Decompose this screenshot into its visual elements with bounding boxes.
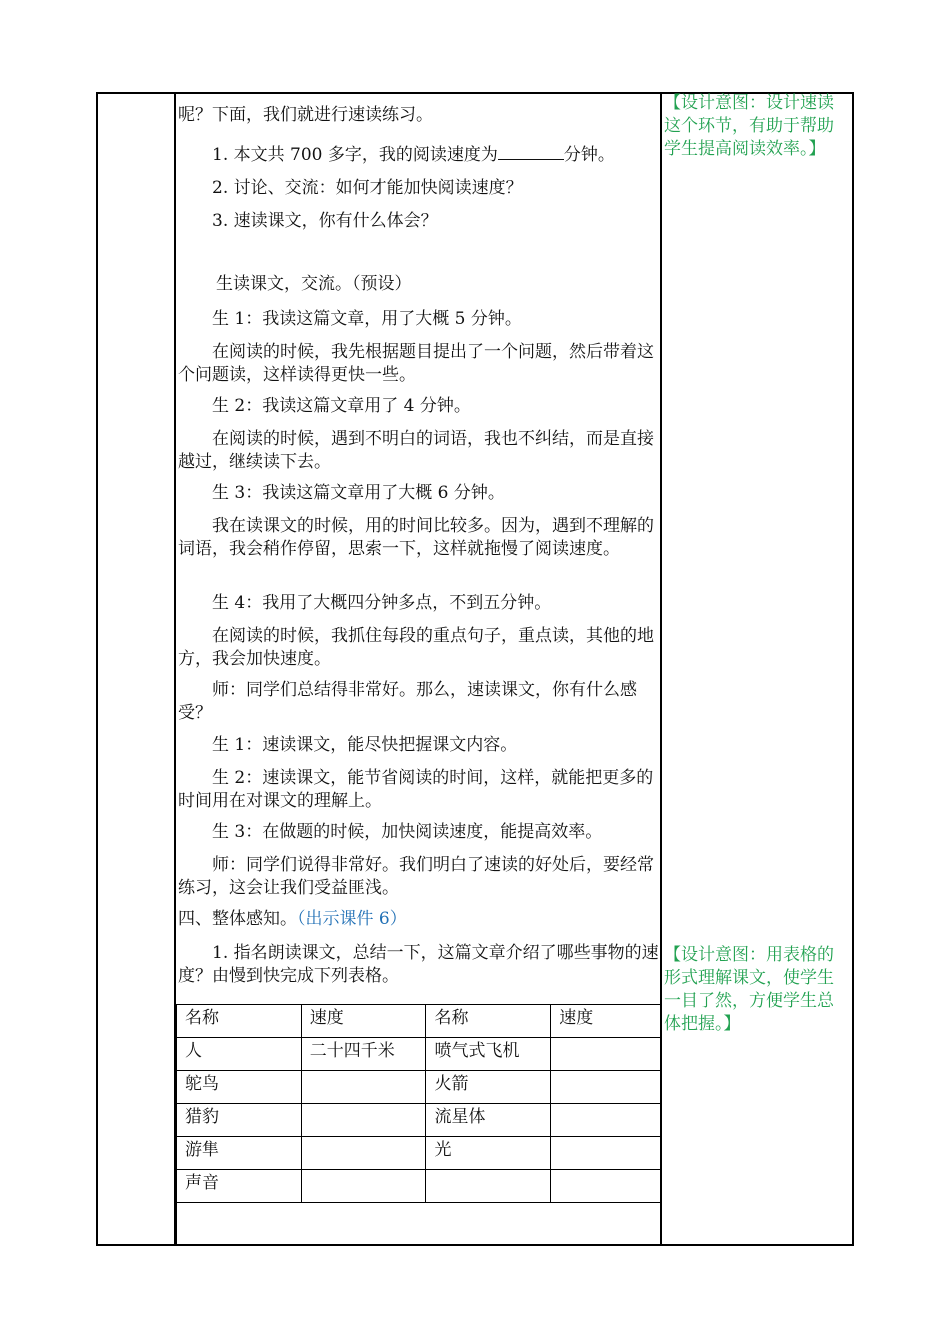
- text-line: 生 1：速读课文，能尽快把握课文内容。: [212, 735, 518, 755]
- table-header-row: [177, 1005, 662, 1038]
- paragraph: 在阅读的时候，遇到不明白的词语，我也不纠结，而是直接越过，继续读下去。: [178, 429, 654, 472]
- table-cell: [551, 1137, 662, 1170]
- text-line: [178, 144, 660, 167]
- table-row: [177, 1071, 662, 1104]
- table-cell: 光: [426, 1137, 551, 1170]
- design-intent-note: 【设计意图：设计速读这个环节，有助于帮助学生提高阅读效率。】: [664, 93, 834, 159]
- table-header-cell: 速度: [301, 1005, 426, 1038]
- table-row: [177, 1137, 662, 1170]
- table-cell: 猎豹: [177, 1104, 302, 1137]
- table-cell: 二十四千米: [301, 1038, 426, 1071]
- table-row: [177, 1038, 662, 1071]
- text-line: 2. 讨论、交流：如何才能加快阅读速度？: [212, 178, 523, 198]
- table-header-cell: 速度: [551, 1005, 662, 1038]
- table-row-empty: [177, 1203, 662, 1245]
- paragraph: 在阅读的时候，我先根据题目提出了一个问题，然后带着这个问题读，这样读得更快一些。: [178, 342, 654, 385]
- section-heading-text: 四、整体感知。: [178, 909, 297, 929]
- text-line: 生 4：我用了大概四分钟多点，不到五分钟。: [212, 593, 552, 613]
- speed-table: [176, 1004, 662, 1245]
- paragraph: 我在读课文的时候，用的时间比较多。因为，遇到不理解的词语，我会稍作停留，思索一下，这样就拖慢了阅读速度。: [178, 516, 654, 559]
- table-cell: [551, 1038, 662, 1071]
- text-line: 生 2：我读这篇文章用了 4 分钟。: [212, 396, 471, 416]
- text-line-part: 分钟。: [563, 145, 615, 165]
- table-cell: [301, 1137, 426, 1170]
- text-line: 生 3：我读这篇文章用了大概 6 分钟。: [212, 483, 505, 503]
- paragraph: 生 2：速读课文，能节省阅读的时间，这样，就能把更多的时间用在对课文的理解上。: [178, 768, 654, 811]
- table-row: [177, 1170, 662, 1203]
- table-cell: 鸵鸟: [177, 1071, 302, 1104]
- design-intent-note: 【设计意图：用表格的形式理解课文，使学生一目了然，方便学生总体把握。】: [664, 945, 834, 1034]
- table-cell: 游隼: [177, 1137, 302, 1170]
- table-cell: 流星体: [426, 1104, 551, 1137]
- table-cell: [301, 1170, 426, 1203]
- table-cell: [551, 1170, 662, 1203]
- table-cell: 火箭: [426, 1071, 551, 1104]
- text-line: 呢？下面，我们就进行速读练习。: [178, 105, 433, 125]
- table-cell: [426, 1170, 551, 1203]
- table-cell: 喷气式飞机: [426, 1038, 551, 1071]
- text-line: 生 3：在做题的时候，加快阅读速度，能提高效率。: [212, 822, 603, 842]
- table-cell: [301, 1104, 426, 1137]
- table-cell: 声音: [177, 1170, 302, 1203]
- paragraph: 师：同学们总结得非常好。那么，速读课文，你有什么感受？: [178, 680, 637, 723]
- table-row: [177, 1104, 662, 1137]
- text-line: 生读课文，交流。（预设）: [216, 274, 412, 294]
- table-cell: [301, 1071, 426, 1104]
- table-cell: 人: [177, 1038, 302, 1071]
- text-line: 生 1：我读这篇文章，用了大概 5 分钟。: [212, 309, 522, 329]
- text-line: 3. 速读课文，你有什么体会？: [212, 211, 438, 231]
- courseware-link[interactable]: （出示课件 6）: [297, 909, 407, 929]
- fill-blank: [498, 145, 564, 160]
- table-header-cell: 名称: [426, 1005, 551, 1038]
- paragraph: 在阅读的时候，我抓住每段的重点句子，重点读，其他的地方，我会加快速度。: [178, 626, 654, 669]
- paragraph: 1. 指名朗读课文，总结一下，这篇文章介绍了哪些事物的速度？由慢到快完成下列表格。: [178, 943, 659, 986]
- table-cell: [551, 1104, 662, 1137]
- paragraph: 师：同学们说得非常好。我们明白了速读的好处后，要经常练习，这会让我们受益匪浅。: [178, 855, 654, 898]
- table-header-cell: 名称: [177, 1005, 302, 1038]
- table-cell-empty: [177, 1203, 662, 1245]
- section-heading: [178, 908, 660, 931]
- table-cell: [551, 1071, 662, 1104]
- text-line-part: 1. 本文共 700 多字，我的阅读速度为: [212, 145, 498, 165]
